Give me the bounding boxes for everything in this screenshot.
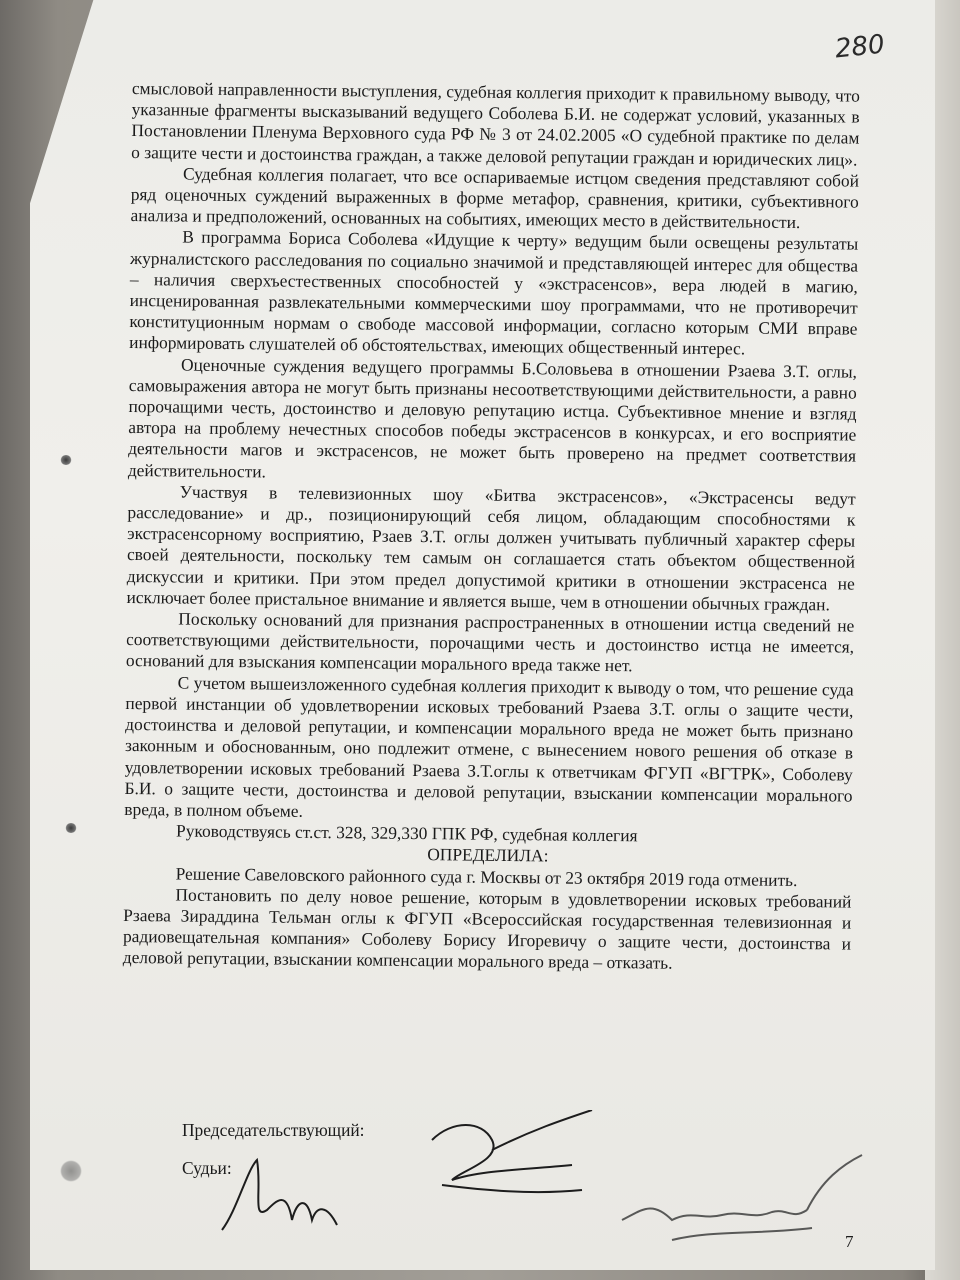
- paragraph: Поскольку оснований для признания распространенных в отношении истца сведений не соответствующими действительности, порочащими честь и достоинство истца не имеется, оснований для взыскания компенсации морального вреда также нет.: [125, 608, 855, 676]
- paragraph: С учетом вышеизложенного судебная коллегия приходит к выводу о том, что решение суда первой инстанции об удовлетворении исковых требований Рзаева З.Т. оглы о защите чести, достоинства и деловой репутации, и компенсации морального вреда не может быть признано законным и обоснованным, оно подлежит отмене, с вынесением нового решения об отказе в удовлетворении исковых требований Рзаева З.Т.оглы к ответчикам ФГУП «ВГТРК», Соболеву Б.И. о защите чести, достоинства и деловой репутации, взыскании компенсации морального вреда, в полном объеме.: [124, 672, 854, 821]
- punch-hole: [60, 1160, 82, 1182]
- punch-hole: [60, 455, 72, 465]
- paragraph: Оценочные суждения ведущего программы Б.Соловьева в отношении Рзаева З.Т. оглы, самовыражения автора не могут быть признаны несоответствующими действительности, а равно порочащими честь, достоинство и деловую репутацию истца. Субъективное мнение и взгляд автора на проблему нечестных способов победы экстрасенсов в конкурсах, и его восприятие деятельности магов и экстрасенсов, не может быть проверено на предмет соответствия действительности.: [127, 354, 858, 482]
- paragraph: Судебная коллегия полагает, что все оспариваемые истцом сведения представляют собой ряд оценочных суждений выраженных в форме метафор, сравнения, критики, субъективного анализа и предположений, основанных на событиях, имеющих место в действительности.: [130, 163, 860, 233]
- decision-paragraph: Решение Савеловского районного суда г. Москвы от 23 октября 2019 года отменить.: [175, 863, 798, 890]
- decision-heading: ОПРЕДЕЛИЛА:: [427, 844, 549, 866]
- handwritten-page-mark: 280: [833, 29, 887, 65]
- judge-signature: [612, 1150, 872, 1250]
- chair-signature: [422, 1110, 602, 1200]
- judges-label: Судьи:: [182, 1158, 232, 1178]
- signature-block: [182, 1120, 882, 1270]
- paragraph: Руководствуясь ст.ст. 328, 329,330 ГПК РФ, судебная коллегия: [176, 820, 638, 846]
- paragraph: смысловой направленности выступления, судебная коллегия приходит к правильному выводу, что указанные фрагменты высказываний ведущего Соболева Б.И. не содержат условий, указанных в Постановлении Пленума Верховного суда РФ № 3 от 24.02.2005 «О судебной практике по делам о защите чести и достоинства граждан, а также деловой репутации граждан и юридических лиц».: [131, 78, 860, 170]
- paragraph: В программа Бориса Соболева «Идущие к черту» ведущим были освещены результаты журналистского расследования по социально значимой и представляющей интерес для общества – наличия сверхъестественных способностей у «экстрасенсов», вера людей в магию, инсценированная развлекательными коммерческими шоу программами, что не противоречит конституционным нормам о свободе массовой информации, согласно которым СМИ вправе информировать слушателей об обстоятельствах, имеющих общественный интерес.: [129, 226, 859, 359]
- paragraph: Участвуя в телевизионных шоу «Битва экстрасенсов», «Экстрасенсы ведут расследование» и др., позиционирующий себя лицом, обладающим способностями к экстрасенсорному восприятию, Рзаев З.Т. оглы должен учитывать публичный характер сферы своей деятельности, поскольку тем самым он соглашается стать объектом общественной дискуссии и критики. При этом предел допустимой критики в отношении экстрасенса не исключает более пристальное внимание и является выше, чем в отношении обычных граждан.: [126, 481, 856, 615]
- decision-paragraph: Постановить по делу новое решение, которым в удовлетворении исковых требований Рзаева Зираддина Тельман оглы к ФГУП «Всероссийская государственная телевизионная и радиовещательная компания» Соболеву Борису Игоревичу о защите чести, достоинства и деловой репутации, взыскании компенсации морального вреда – отказать.: [122, 884, 852, 974]
- punch-hole: [65, 823, 77, 833]
- page-number: 7: [845, 1232, 854, 1251]
- document-body: [123, 78, 860, 976]
- chair-label: Председательствующий:: [182, 1120, 365, 1140]
- judge-signature: [217, 1150, 347, 1240]
